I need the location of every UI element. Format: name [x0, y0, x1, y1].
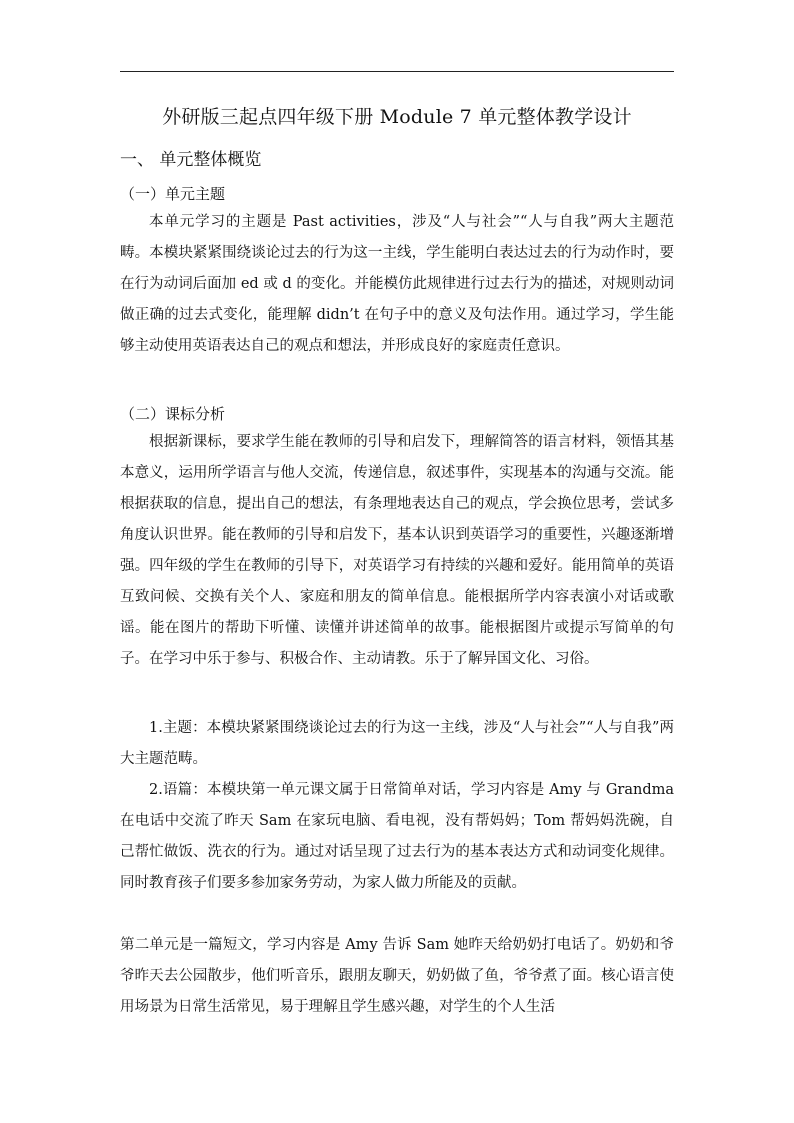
section-heading-overview: 一、 单元整体概览 [120, 150, 262, 170]
paragraph-unit-theme: 本单元学习的主题是 Past activities，涉及“人与社会”“人与自我”两大主题范畴。本模块紧紧围绕谈论过去的行为这一主线，学生能明白表达过去的行为动作时，要在行为动词后面加 ed 或 d 的变化。并能模仿此规律进行过去行为的描述，对规则动词做正确的过去式变化，能理解 didn’t 在句子中的意义及句法作用。通过学习，学生能够主动使用英语表达自己的观点和想法，并形成良好的家庭责任意识。 [120, 214, 674, 354]
subheading-unit-theme: （一）单元主题 [120, 185, 226, 203]
paragraph-item-theme: 1.主题：本模块紧紧围绕谈论过去的行为这一主线，涉及“人与社会”“人与自我”两大主题范畴。 [120, 720, 674, 767]
document-title: 外研版三起点四年级下册 Module 7 单元整体教学设计 [162, 106, 632, 128]
document-page [120, 0, 674, 1123]
subheading-curriculum-analysis: （二）课标分析 [120, 405, 226, 423]
paragraph-item-discourse: 2.语篇：本模块第一单元课文属于日常简单对话，学习内容是 Amy 与 Grandma 在电话中交流了昨天 Sam 在家玩电脑、看电视，没有帮妈妈；Tom 帮妈妈洗碗，自己帮忙做饭、洗衣的行为。通过对话呈现了过去行为的基本表达方式和动词变化规律。同时教育孩子们要多参加家务劳动，为家人做力所能及的贡献。 [120, 782, 674, 891]
paragraph-curriculum-analysis: 根据新课标，要求学生能在教师的引导和启发下，理解简答的语言材料，领悟其基本意义，运用所学语言与他人交流，传递信息，叙述事件，实现基本的沟通与交流。能根据获取的信息，提出自己的想法，有条理地表达自己的观点，学会换位思考，尝试多角度认识世界。能在教师的引导和启发下，基本认识到英语学习的重要性，兴趣逐渐增强。四年级的学生在教师的引导下，对英语学习有持续的兴趣和爱好。能用简单的英语互致问候、交换有关个人、家庭和朋友的简单信息。能根据所学内容表演小对话或歌谣。能在图片的帮助下听懂、读懂并讲述简单的故事。能根据图片或提示写简单的句子。在学习中乐于参与、积极合作、主动请教。乐于了解异国文化、习俗。 [120, 434, 674, 667]
header-rule [120, 71, 674, 72]
paragraph-unit-two: 第二单元是一篇短文，学习内容是 Amy 告诉 Sam 她昨天给奶奶打电话了。奶奶和爷爷昨天去公园散步，他们听音乐，跟朋友聊天，奶奶做了鱼，爷爷煮了面。核心语言使用场景为日常生活常见，易于理解且学生感兴趣，对学生的个人生活 [120, 937, 674, 1015]
